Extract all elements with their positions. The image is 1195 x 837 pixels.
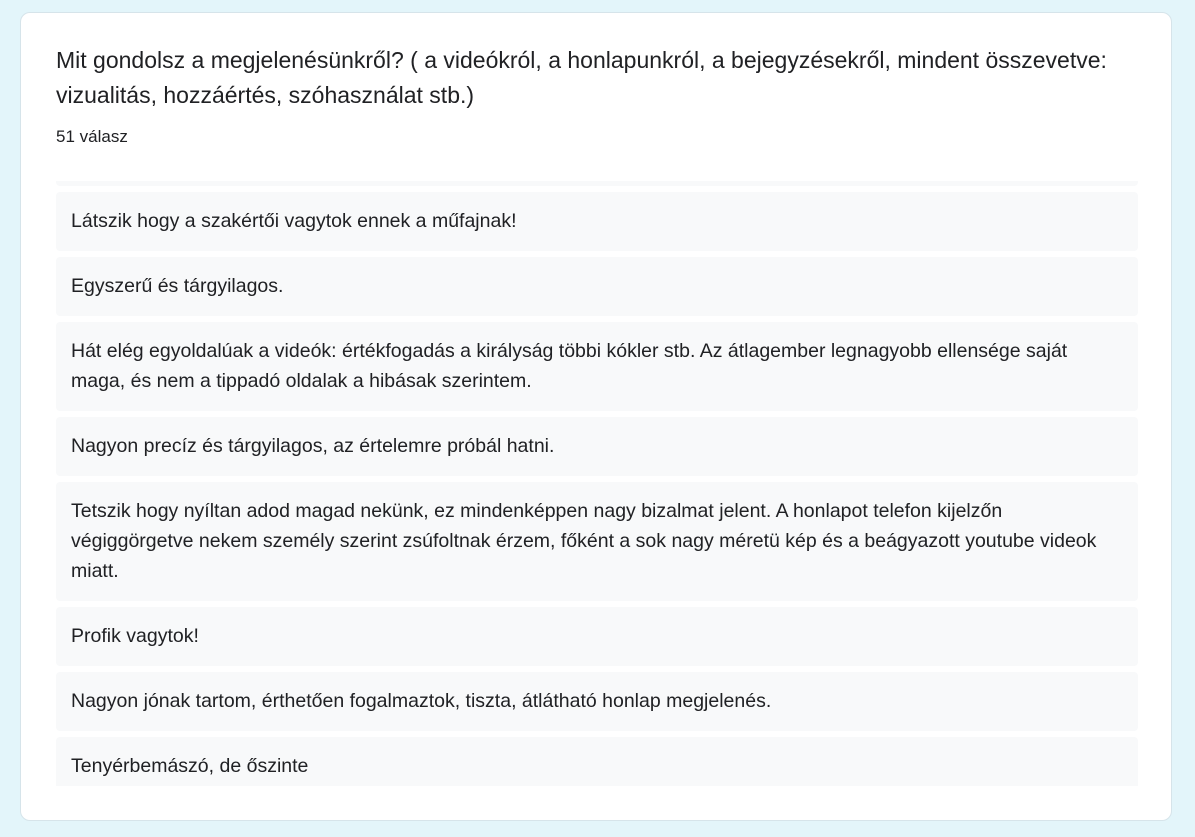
response-item: Nagyon precíz és tárgyilagos, az értelemre próbál hatni. [56,417,1138,476]
response-summary-card [20,12,1172,821]
question-title: Mit gondolsz a megjelenésünkről? ( a videókról, a honlapunkról, a bejegyzésekről, mindent összevetve: vizualitás, hozzáértés, szóhasználat stb.) [56,47,1107,108]
response-item: Egyszerű és tárgyilagos. [56,257,1138,316]
response-item: Nagyon jónak tartom, érthetően fogalmaztok, tiszta, átlátható honlap megjelenés. [56,672,1138,731]
response-item-partial-top [56,181,1138,186]
response-item: Tetszik hogy nyíltan adod magad nekünk, ez mindenképpen nagy bizalmat jelent. A honlapot telefon kijelzőn végiggörgetve nekem személy szerint zsúfoltnak érzem, főként a sok nagy méretü kép és a beágyazott youtube videok miatt. [56,482,1138,601]
response-item: Látszik hogy a szakértői vagytok ennek a műfajnak! [56,192,1138,251]
response-item: Hát elég egyoldalúak a videók: értékfogadás a királyság többi kókler stb. Az átlagember legnagyobb ellensége saját maga, és nem a tippadó oldalak a hibásak szerintem. [56,322,1138,411]
response-count: 51 válasz [56,127,128,146]
response-item: Tenyérbemászó, de őszinte [56,737,1138,786]
responses-list[interactable] [56,181,1138,786]
response-item: Profik vagytok! [56,607,1138,666]
